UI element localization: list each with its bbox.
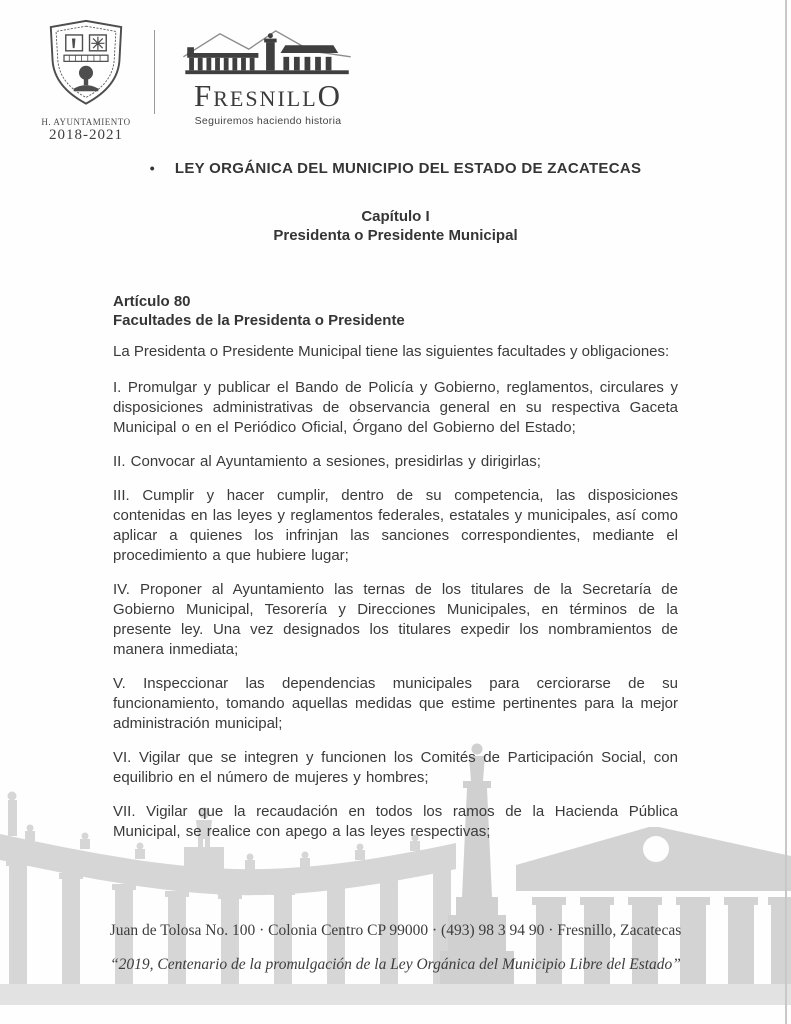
crest-block xyxy=(32,14,140,144)
article-heading: Facultades de la Presidenta o Presidente xyxy=(113,312,405,329)
brand-initial: F xyxy=(193,78,214,113)
scan-edge-line xyxy=(785,0,787,1024)
letterhead xyxy=(0,0,791,143)
brand-tagline: Seguiremos haciendo historia xyxy=(194,115,342,127)
article-number: Artículo 80 xyxy=(113,293,191,310)
document-title: LEY ORGÁNICA DEL MUNICIPIO DEL ESTADO DE ZACATECAS xyxy=(174,160,642,177)
brand-terminal: O xyxy=(317,78,343,113)
clause-3: III. Cumplir y hacer cumplir, dentro de su competencia, las disposiciones contenidas en las leyes y reglamentos federales, estatales y municipales, así como aplicar a quienes los infrinjan las sanciones correspondientes, mediante el procedimiento a que hubiere lugar; xyxy=(113,487,678,564)
brand-logo xyxy=(173,14,363,127)
chapter-block xyxy=(0,207,791,245)
bullet-icon: • xyxy=(149,160,155,176)
article-head xyxy=(113,292,678,330)
crest-caption: H. AYUNTAMIENTO xyxy=(41,117,131,127)
document-body xyxy=(0,160,791,842)
header-divider xyxy=(154,30,155,114)
clause-4: IV. Proponer al Ayuntamiento las ternas de los titulares de la Secretaría de Gobierno Municipal, Tesorería y Direcciones Municipales, en términos de la presente ley. Una vez designados los titulares expedir los nombramientos de manera inmediata; xyxy=(113,581,678,658)
clause-7: VII. Vigilar que la recaudación en todos los ramos de la Hacienda Pública Municipal, se realice con apego a las leyes respectivas; xyxy=(113,803,678,840)
coat-of-arms-icon xyxy=(42,18,130,110)
document-title-row xyxy=(0,160,791,177)
skyline-icon xyxy=(180,28,356,78)
footer-quote: “2019, Centenario de la promulgación de la Ley Orgánica del Municipio Libre del Estado” xyxy=(110,956,681,973)
footer-address: Juan de Tolosa No. 100 · Colonia Centro CP 99000 · (493) 98 3 94 90 · Fresnillo, Zacatecas xyxy=(109,922,682,939)
clause-5: V. Inspeccionar las dependencias municipales para cerciorarse de su funcionamiento, tomando aquellas medidas que estime pertinentes para la mejor administración municipal; xyxy=(113,675,678,732)
article-intro: La Presidenta o Presidente Municipal tiene las siguientes facultades y obligaciones: xyxy=(113,343,670,360)
brand-name xyxy=(173,78,363,117)
brand-middle: RESNILL xyxy=(213,86,318,111)
ground-strip xyxy=(0,984,791,1005)
clause-1: I. Promulgar y publicar el Bando de Policía y Gobierno, reglamentos, circulares y disposiciones administrativas de observancia general en su respectiva Gaceta Municipal o en el Periódico Oficial, Órgano del Gobierno del Estado; xyxy=(113,379,678,436)
crest-years: 2018-2021 xyxy=(49,127,123,143)
clause-6: VI. Vigilar que se integren y funcionen los Comités de Participación Social, con equilibrio en el número de mujeres y hombres; xyxy=(113,749,678,786)
chapter-title: Capítulo I xyxy=(361,208,430,225)
chapter-subtitle: Presidenta o Presidente Municipal xyxy=(273,227,518,244)
article-content xyxy=(0,292,791,842)
clause-2: II. Convocar al Ayuntamiento a sesiones, presidirlas y dirigirlas; xyxy=(113,453,541,470)
